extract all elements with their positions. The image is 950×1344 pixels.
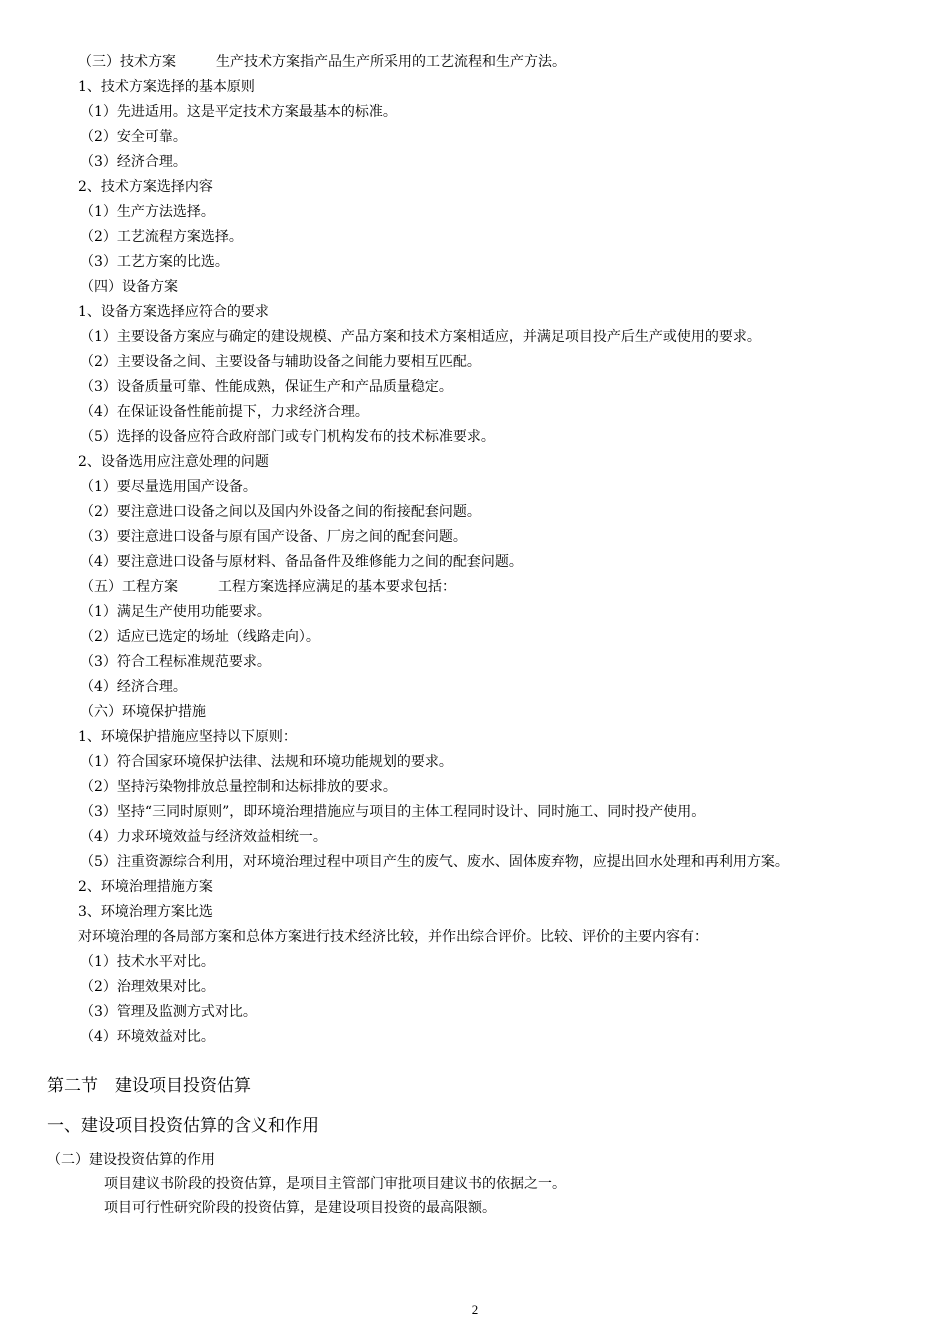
heading-text: （三）技术方案 — [78, 54, 176, 70]
heading-text: （五）工程方案 — [80, 579, 178, 595]
heading-1: 一、建设项目投资估算的含义和作用 — [47, 1116, 319, 1136]
text-line: （四）设备方案 — [80, 279, 178, 295]
text-line: （2）适应已选定的场址（线路走向）。 — [80, 629, 320, 645]
text-line: （2）坚持污染物排放总量控制和达标排放的要求。 — [80, 779, 397, 795]
text-line: （2）工艺流程方案选择。 — [80, 229, 243, 245]
text-line: 1、设备方案选择应符合的要求 — [78, 304, 269, 320]
text-line: 2、技术方案选择内容 — [78, 179, 213, 195]
text-line: （2）治理效果对比。 — [80, 979, 215, 995]
paragraph: 项目建议书阶段的投资估算，是项目主管部门审批项目建议书的依据之一。 — [104, 1176, 566, 1192]
page-number: 2 — [471, 1302, 479, 1317]
section-title: 第二节 建设项目投资估算 — [47, 1076, 251, 1096]
subheading: （二）建设投资估算的作用 — [47, 1152, 215, 1168]
paragraph: 项目可行性研究阶段的投资估算，是建设项目投资的最高限额。 — [104, 1200, 496, 1216]
text-line: 对环境治理的各局部方案和总体方案进行技术经济比较，并作出综合评价。比较、评价的主要内容有： — [78, 929, 708, 945]
text-line: 2、设备选用应注意处理的问题 — [78, 454, 269, 470]
text-line: （4）环境效益对比。 — [80, 1029, 215, 1045]
text-line: （5）注重资源综合利用，对环境治理过程中项目产生的废气、废水、固体废弃物，应提出回水处理和再利用方案。 — [80, 854, 789, 870]
text-line: （1）主要设备方案应与确定的建设规模、产品方案和技术方案相适应，并满足项目投产后生产或使用的要求。 — [80, 329, 761, 345]
text-line: （3）管理及监测方式对比。 — [80, 1004, 257, 1020]
text-line: （3）坚持“三同时原则”，即环境治理措施应与项目的主体工程同时设计、同时施工、同时投产使用。 — [80, 804, 706, 820]
text-line: （3）符合工程标准规范要求。 — [80, 654, 271, 670]
text-line: （2）主要设备之间、主要设备与辅助设备之间能力要相互匹配。 — [80, 354, 481, 370]
inline-note: 工程方案选择应满足的基本要求包括： — [218, 579, 456, 595]
text-line: 1、环境保护措施应坚持以下原则： — [78, 729, 297, 745]
text-line: （1）先进适用。这是平定技术方案最基本的标准。 — [80, 104, 397, 120]
text-line: （1）生产方法选择。 — [80, 204, 215, 220]
inline-note: 生产技术方案指产品生产所采用的工艺流程和生产方法。 — [216, 54, 566, 70]
text-line: （1）技术水平对比。 — [80, 954, 215, 970]
text-line: （5）选择的设备应符合政府部门或专门机构发布的技术标准要求。 — [80, 429, 495, 445]
text-line: 1、技术方案选择的基本原则 — [78, 79, 255, 95]
text-line: （3）工艺方案的比选。 — [80, 254, 229, 270]
text-line: （1）满足生产使用功能要求。 — [80, 604, 271, 620]
heading-tech-scheme — [78, 52, 566, 72]
text-line: （4）要注意进口设备与原材料、备品备件及维修能力之间的配套问题。 — [80, 554, 523, 570]
text-line: （3）要注意进口设备与原有国产设备、厂房之间的配套问题。 — [80, 529, 467, 545]
text-line: （4）力求环境效益与经济效益相统一。 — [80, 829, 327, 845]
text-line: （六）环境保护措施 — [80, 704, 206, 720]
text-line: （2）安全可靠。 — [80, 129, 187, 145]
heading-eng-scheme — [80, 577, 456, 597]
text-line: （1）符合国家环境保护法律、法规和环境功能规划的要求。 — [80, 754, 453, 770]
text-line: 3、环境治理方案比选 — [78, 904, 213, 920]
text-line: 2、环境治理措施方案 — [78, 879, 213, 895]
text-line: （1）要尽量选用国产设备。 — [80, 479, 257, 495]
text-line: （4）在保证设备性能前提下，力求经济合理。 — [80, 404, 369, 420]
text-line: （3）经济合理。 — [80, 154, 187, 170]
text-line: （2）要注意进口设备之间以及国内外设备之间的衔接配套问题。 — [80, 504, 481, 520]
text-line: （4）经济合理。 — [80, 679, 187, 695]
text-line: （3）设备质量可靠、性能成熟，保证生产和产品质量稳定。 — [80, 379, 453, 395]
